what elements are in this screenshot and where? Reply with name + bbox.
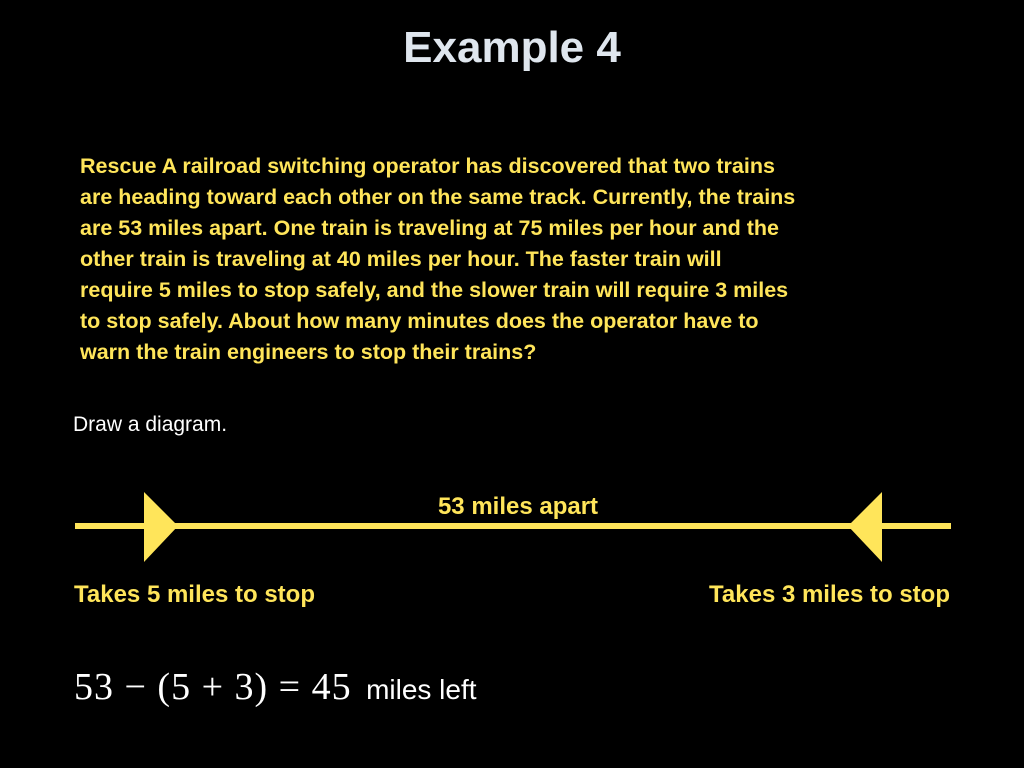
distance-label: 53 miles apart bbox=[437, 493, 599, 520]
left-train-arrow bbox=[144, 492, 178, 562]
equation-suffix: miles left bbox=[366, 674, 477, 705]
equation bbox=[74, 665, 477, 717]
equation-math: 53 − (5 + 3) = 45 bbox=[74, 666, 352, 708]
right-train-stop-label: Takes 3 miles to stop bbox=[709, 581, 950, 608]
instruction-text: Draw a diagram. bbox=[73, 413, 228, 436]
right-train-arrow bbox=[848, 492, 882, 562]
left-train-stop-label: Takes 5 miles to stop bbox=[74, 581, 315, 608]
problem-statement: Rescue A railroad switching operator has discovered that two trains are heading toward each other on the same track. Currently, the trains are 53 miles apart. One train is traveling at 75 miles per hour and the other train is traveling at 40 miles per hour. The faster train will require 5 miles to stop safely, and the slower train will require 3 miles to stop safely. About how many minutes does the operator have to warn the train engineers to stop their trains? bbox=[80, 154, 796, 364]
slide-title: Example 4 bbox=[403, 23, 621, 72]
